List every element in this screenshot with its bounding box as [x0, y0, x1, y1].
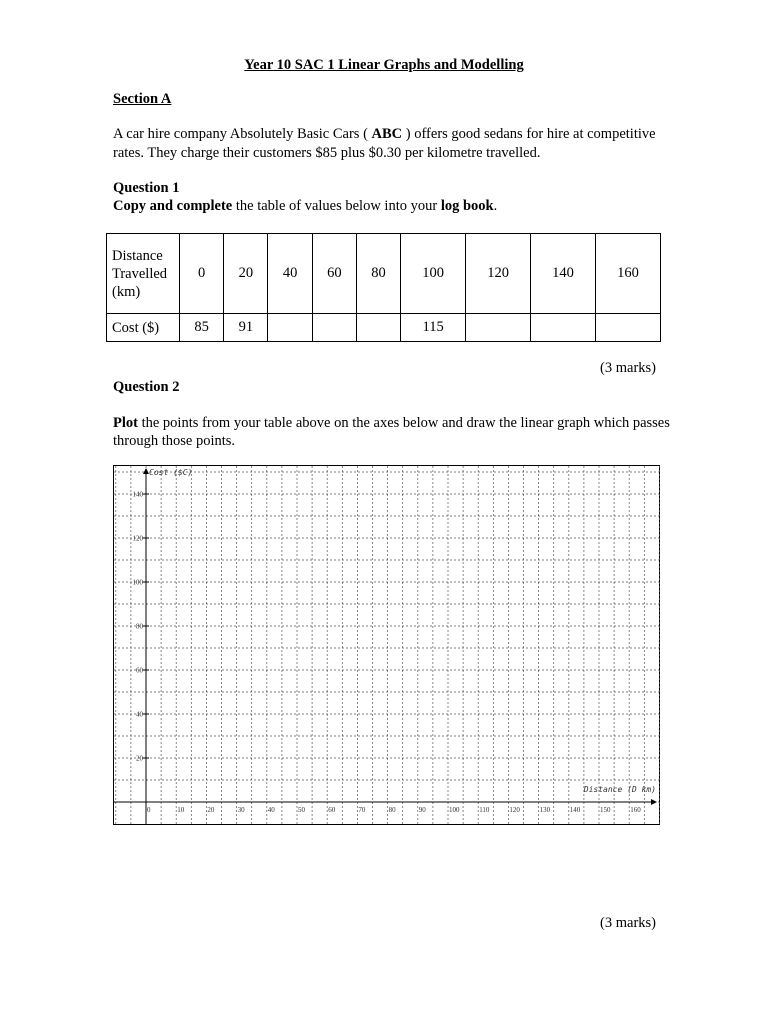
- cost-cell[interactable]: 85: [180, 314, 224, 342]
- q2-instr-bold: Plot: [113, 415, 138, 431]
- x-tick-label: 100: [449, 806, 460, 814]
- y-tick-label: 40: [136, 710, 143, 719]
- q1-instr-mid: the table of values below into your: [232, 198, 441, 214]
- distance-row: [107, 234, 661, 314]
- x-tick-label: 120: [509, 806, 520, 814]
- axes: [114, 468, 657, 824]
- values-table: [106, 233, 661, 342]
- y-axis-label: Cost ($C): [149, 468, 193, 477]
- x-tick-label: 140: [569, 806, 581, 814]
- question-1-instruction: [113, 198, 497, 215]
- distance-header: Distance Travelled (km): [107, 234, 180, 314]
- cost-cell[interactable]: [268, 314, 312, 342]
- cost-header: Cost ($): [107, 314, 180, 342]
- distance-cell: 120: [466, 234, 531, 314]
- x-tick-label: 150: [600, 806, 611, 814]
- x-tick-label: 130: [539, 806, 551, 814]
- tick-labels: [133, 491, 642, 815]
- q2-instr-rest: the points from your table above on the axes below and draw the linear graph which passes through those points.: [113, 415, 670, 449]
- intro-text-2: ) offers good sedans for hire at competitive rates. They charge their customers $85 plus $0.30 per kilometre travelled.: [113, 126, 656, 161]
- y-tick-label: 140: [132, 490, 143, 499]
- x-axis-arrow-icon: [651, 799, 657, 805]
- x-tick-label: 80: [388, 806, 396, 814]
- cost-cell[interactable]: 115: [401, 314, 466, 342]
- section-heading: Section A: [113, 91, 172, 107]
- intro-abc: ABC: [371, 126, 403, 142]
- q1-instr-bold: Copy and complete: [113, 198, 233, 214]
- distance-cell: 60: [312, 234, 356, 314]
- x-tick-label: 0: [147, 806, 151, 814]
- grid-lines: [114, 466, 660, 825]
- y-tick-label: 20: [136, 754, 143, 763]
- x-tick-label: 50: [298, 806, 305, 814]
- q1-instr-end: .: [493, 198, 498, 214]
- x-tick-label: 40: [267, 806, 275, 814]
- grid-border: [114, 466, 660, 825]
- distance-cell: 80: [356, 234, 400, 314]
- y-tick-label: 120: [132, 534, 143, 543]
- page-title: Year 10 SAC 1 Linear Graphs and Modelling: [244, 57, 524, 73]
- cost-cell[interactable]: [531, 314, 596, 342]
- x-tick-label: 10: [177, 806, 185, 814]
- cost-cell[interactable]: [466, 314, 531, 342]
- x-tick-label: 70: [358, 806, 366, 814]
- x-tick-label: 90: [418, 806, 426, 814]
- x-tick-label: 60: [328, 806, 336, 814]
- cost-cell[interactable]: [356, 314, 400, 342]
- cost-row: [107, 314, 661, 342]
- distance-cell: 140: [531, 234, 596, 314]
- question-1-marks: (3 marks): [600, 360, 656, 376]
- distance-cell: 160: [595, 234, 660, 314]
- intro-text-1: A car hire company Absolutely Basic Cars (: [113, 126, 372, 142]
- q1-instr-bold2: log book: [440, 198, 494, 214]
- distance-cell: 20: [224, 234, 268, 314]
- question-2-marks: (3 marks): [600, 915, 656, 931]
- x-tick-label: 160: [630, 806, 641, 814]
- question-1-heading: Question 1: [113, 180, 180, 196]
- y-tick-label: 60: [136, 666, 143, 675]
- distance-cell: 40: [268, 234, 312, 314]
- distance-cell: 0: [180, 234, 224, 314]
- plot-grid[interactable]: [113, 465, 660, 825]
- cost-cell[interactable]: [312, 314, 356, 342]
- x-tick-label: 110: [479, 806, 490, 814]
- x-axis-label: Distance (D km): [583, 785, 656, 794]
- distance-cell: 100: [401, 234, 466, 314]
- question-2-heading: Question 2: [113, 379, 180, 395]
- question-2-instruction: [113, 414, 673, 450]
- x-tick-label: 20: [207, 806, 215, 814]
- intro-paragraph: [113, 125, 673, 163]
- x-tick-label: 30: [237, 806, 245, 814]
- y-tick-label: 100: [132, 578, 143, 587]
- cost-cell[interactable]: 91: [224, 314, 268, 342]
- y-tick-label: 80: [136, 622, 143, 631]
- cost-cell[interactable]: [595, 314, 660, 342]
